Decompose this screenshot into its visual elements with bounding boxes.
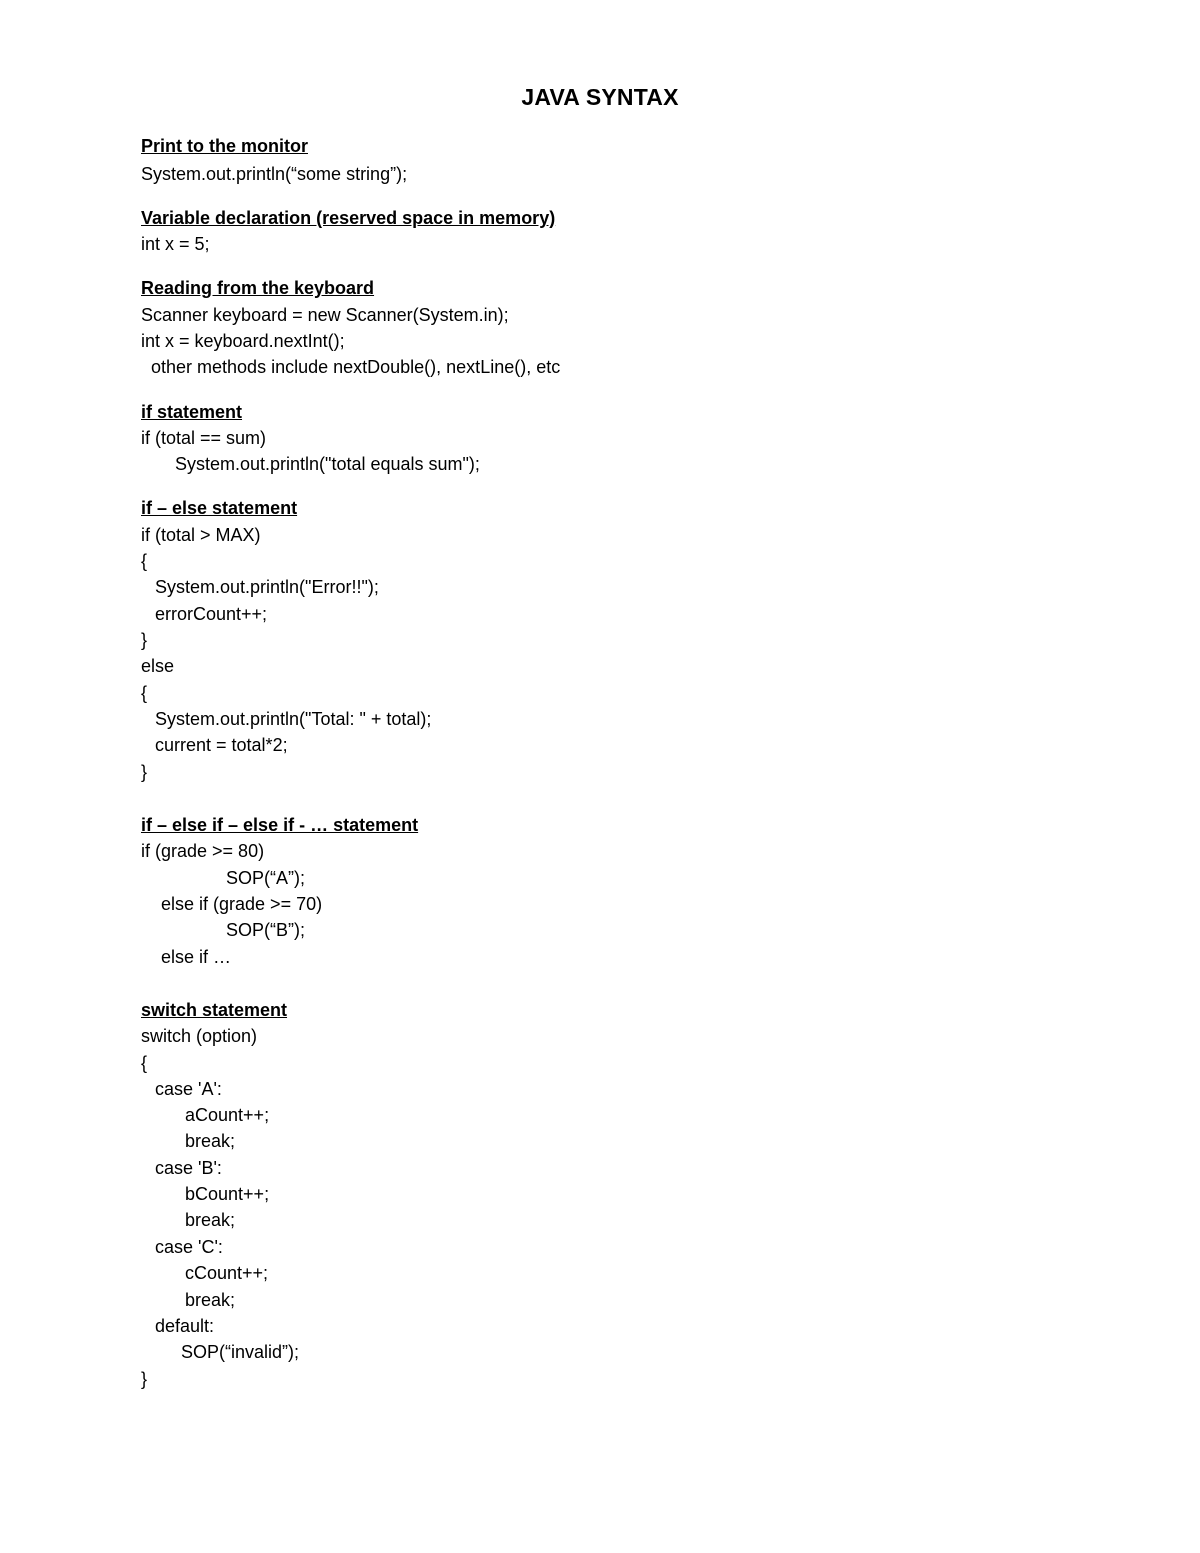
- section-heading-variable-declaration: Variable declaration (reserved space in memory): [141, 208, 556, 228]
- code-line: if (total > MAX): [141, 525, 261, 545]
- code-line: bCount++;: [185, 1184, 270, 1204]
- code-line: System.out.println("Total: " + total);: [155, 709, 432, 729]
- code-line: break;: [185, 1210, 236, 1230]
- code-line: case 'B':: [155, 1158, 222, 1178]
- code-line: {: [141, 683, 148, 703]
- code-line: case 'A':: [155, 1079, 222, 1099]
- code-line: break;: [185, 1131, 236, 1151]
- code-line: SOP(“invalid”);: [181, 1342, 300, 1362]
- code-line: if (grade >= 80): [141, 841, 265, 861]
- code-line: Scanner keyboard = new Scanner(System.in);: [141, 305, 509, 325]
- code-line: switch (option): [141, 1026, 258, 1046]
- code-line: if (total == sum): [141, 428, 267, 448]
- code-line: cCount++;: [185, 1263, 269, 1283]
- code-line: aCount++;: [185, 1105, 270, 1125]
- code-line: else if …: [161, 947, 232, 967]
- code-line: }: [141, 630, 148, 650]
- code-line: SOP(“B”);: [226, 920, 305, 940]
- section-heading-if-statement: if statement: [141, 402, 243, 422]
- code-line: errorCount++;: [155, 604, 268, 624]
- code-line: break;: [185, 1290, 236, 1310]
- code-line: case 'C':: [155, 1237, 223, 1257]
- code-line: other methods include nextDouble(), nextLine(), etc: [141, 357, 561, 377]
- code-line: System.out.println("total equals sum");: [175, 454, 480, 474]
- code-line: default:: [155, 1316, 215, 1336]
- section-heading-print: Print to the monitor: [141, 136, 308, 156]
- code-line: else if (grade >= 70): [161, 894, 323, 914]
- code-line: System.out.println(“some string”);: [141, 164, 408, 184]
- section-heading-if-else-statement: if – else statement: [141, 498, 298, 518]
- code-line: }: [141, 1369, 148, 1389]
- code-line: }: [141, 762, 148, 782]
- section-heading-switch-statement: switch statement: [141, 1000, 288, 1020]
- code-line: {: [141, 551, 148, 571]
- code-line: int x = keyboard.nextInt();: [141, 331, 345, 351]
- code-line: else: [141, 656, 175, 676]
- code-line: {: [141, 1053, 148, 1073]
- section-heading-if-else-if-statement: if – else if – else if - … statement: [141, 815, 419, 835]
- section-heading-reading-keyboard: Reading from the keyboard: [141, 278, 375, 298]
- document-title: JAVA SYNTAX: [521, 84, 679, 110]
- code-line: current = total*2;: [155, 735, 288, 755]
- code-line: System.out.println("Error!!");: [155, 577, 379, 597]
- code-line: int x = 5;: [141, 234, 210, 254]
- code-line: SOP(“A”);: [226, 868, 305, 888]
